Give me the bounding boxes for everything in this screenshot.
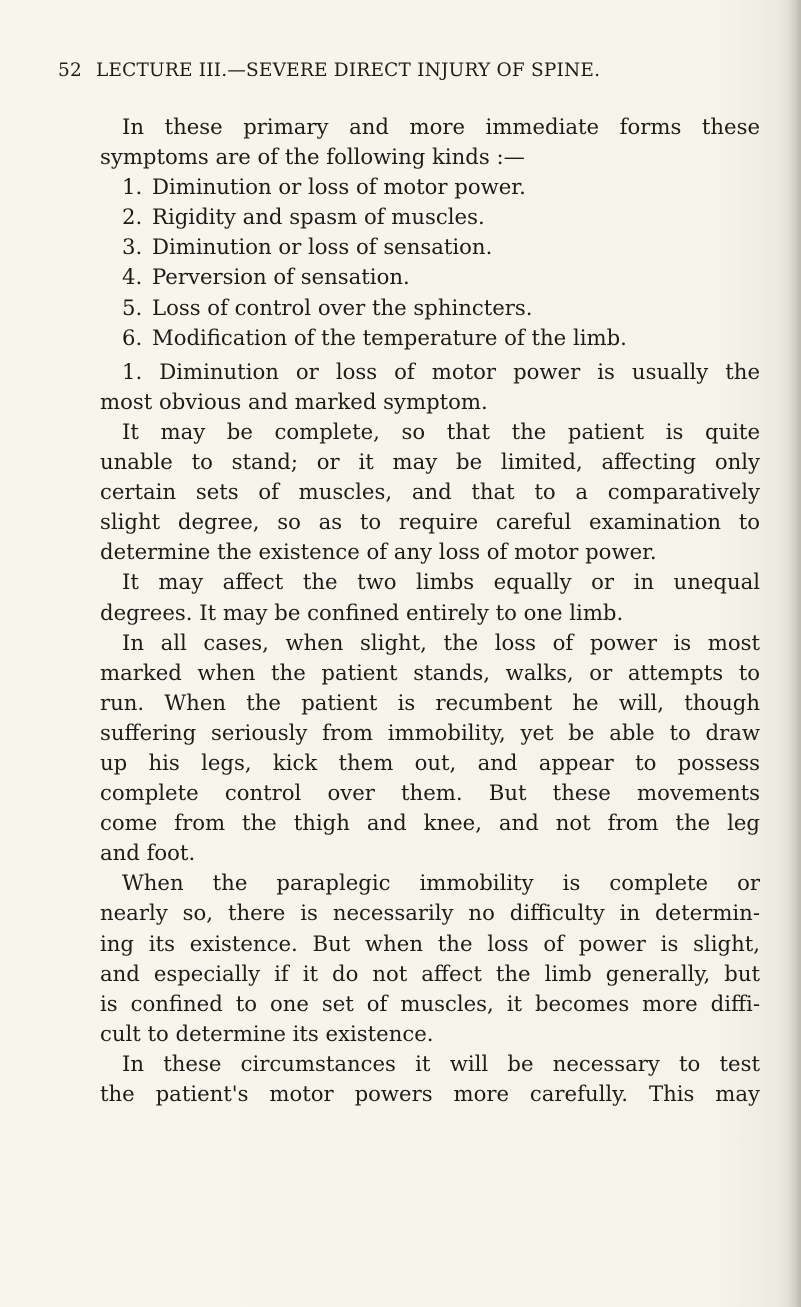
paragraph-line: slight degree, so as to require careful examination to — [100, 509, 760, 535]
running-head-title: LECTURE III.—SEVERE DIRECT INJURY OF SPINE. — [95, 60, 601, 81]
intro-line: symptoms are of the following kinds :— — [100, 144, 525, 170]
list-item — [100, 202, 760, 232]
paragraph-line: up his legs, kick them out, and appear to possess — [100, 749, 760, 775]
list-item-text: Diminution or loss of sensation. — [152, 234, 493, 260]
paragraph-line: run. When the patient is recumbent he will, though — [100, 689, 760, 715]
list-item-number: 6. — [122, 324, 143, 350]
paragraph-line: and foot. — [100, 840, 196, 866]
paragraph-line: In these circumstances it will be necessary to test — [122, 1050, 760, 1076]
body-text — [100, 112, 760, 1109]
list-item-text: Rigidity and spasm of muscles. — [152, 204, 485, 230]
list-item-number: 3. — [122, 234, 143, 260]
list-item — [100, 232, 760, 262]
list-item — [100, 323, 760, 353]
paragraph-line: marked when the patient stands, walks, or attempts to — [100, 659, 760, 685]
paragraph-line: come from the thigh and knee, and not from the leg — [100, 810, 760, 836]
paragraph-line: certain sets of muscles, and that to a comparatively — [100, 479, 760, 505]
paragraph-line: 1. Diminution or loss of motor power is usually the — [122, 358, 760, 384]
list-item — [100, 172, 760, 202]
running-head — [58, 60, 748, 81]
list-item-number: 4. — [122, 264, 143, 290]
paragraph-line: It may affect the two limbs equally or in unequal — [122, 569, 760, 595]
paragraph-line: It may be complete, so that the patient is quite — [122, 418, 760, 444]
paragraph-line: When the paraplegic immobility is complete or — [122, 870, 760, 896]
list-item — [100, 262, 760, 292]
list-item-text: Loss of control over the sphincters. — [152, 294, 533, 320]
paragraph-line: most obvious and marked symptom. — [100, 388, 488, 414]
list-item-number: 5. — [122, 294, 143, 320]
spine-shadow — [787, 0, 801, 1307]
paragraph-line: the patient's motor powers more carefully. This may — [100, 1081, 760, 1106]
list-item-text: Modification of the temperature of the limb. — [152, 324, 627, 350]
list-item-number: 1. — [122, 174, 143, 200]
paragraph-line: complete control over them. But these movements — [100, 780, 760, 806]
list-item-text: Diminution or loss of motor power. — [152, 174, 526, 200]
page-number: 52 — [58, 60, 82, 81]
paragraph-line: unable to stand; or it may be limited, affecting only — [100, 449, 760, 475]
paragraph-line: In all cases, when slight, the loss of power is most — [122, 629, 760, 655]
intro-line: In these primary and more immediate forms these — [122, 114, 760, 139]
paragraph-line: ing its existence. But when the loss of power is slight, — [100, 930, 760, 956]
paragraph-line: suffering seriously from immobility, yet be able to draw — [100, 719, 760, 745]
list-item — [100, 293, 760, 323]
paragraph-line: is confined to one set of muscles, it becomes more diffi- — [100, 990, 760, 1016]
paragraph-line: and especially if it do not affect the limb generally, but — [100, 960, 760, 986]
paragraph-line: cult to determine its existence. — [100, 1020, 434, 1046]
paragraph-line: determine the existence of any loss of motor power. — [100, 539, 657, 565]
list-item-number: 2. — [122, 204, 143, 230]
list-item-text: Perversion of sensation. — [152, 264, 410, 290]
paragraph-line: nearly so, there is necessarily no difficulty in determin- — [100, 900, 760, 926]
paragraph-line: degrees. It may be confined entirely to one limb. — [100, 599, 624, 625]
